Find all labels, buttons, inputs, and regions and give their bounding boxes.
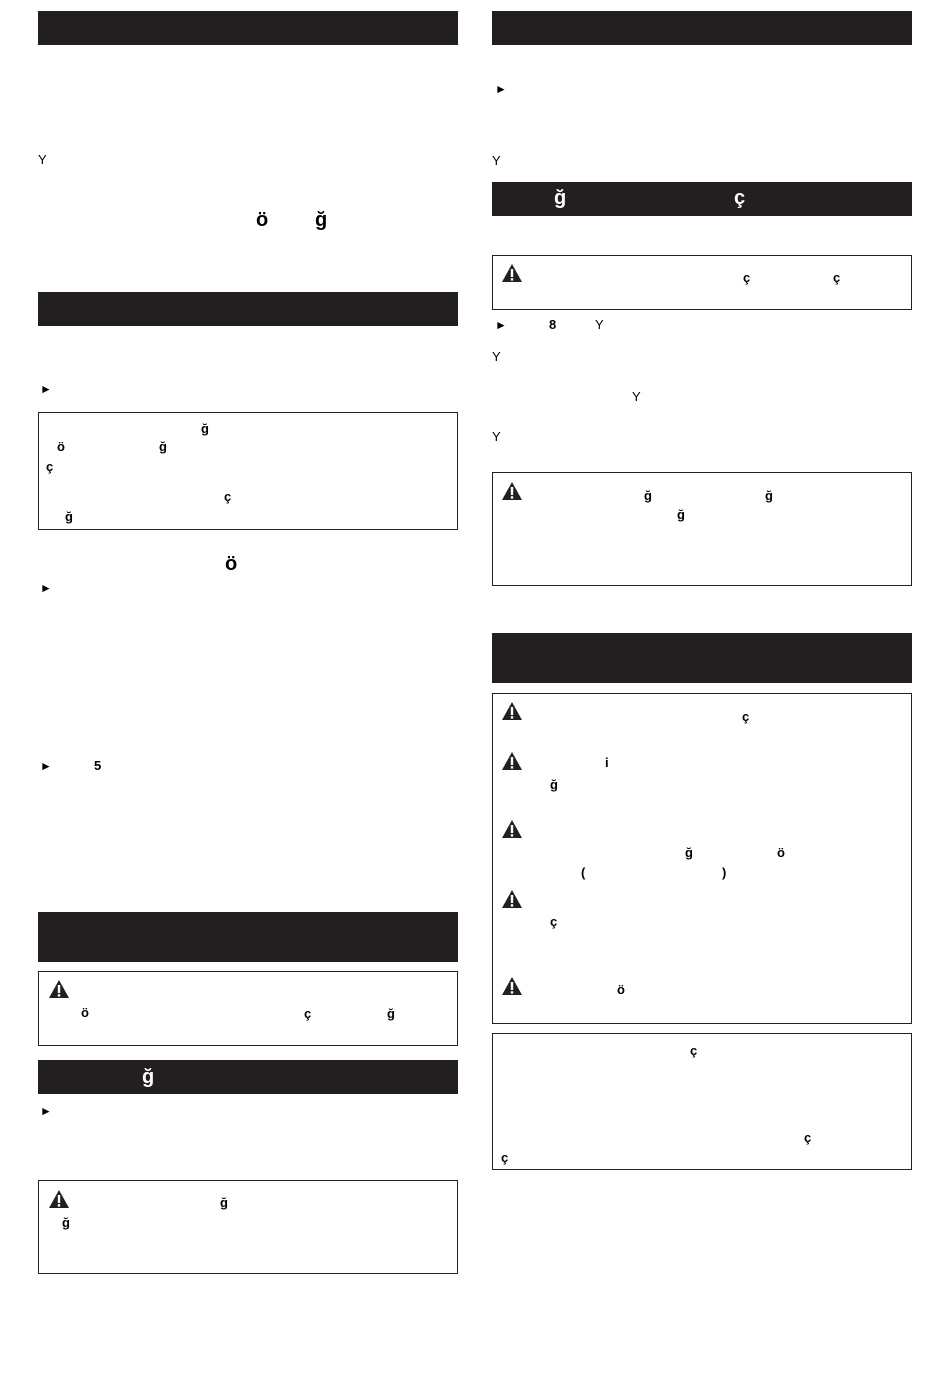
letter-y: Y [492, 349, 501, 364]
section-header-2 [38, 292, 458, 326]
step-arrow-icon: ► [495, 318, 507, 332]
letter-y: Y [492, 153, 501, 168]
warning-icon [501, 263, 523, 283]
warning-icon [501, 889, 523, 909]
subheading-char-o-2: ö [225, 553, 238, 575]
step-arrow-icon: ► [40, 581, 52, 595]
letter-y: Y [38, 152, 47, 167]
section-header-1 [38, 11, 458, 45]
warning-box-2: ğ ğ [38, 1180, 458, 1274]
section-header-r1 [492, 11, 912, 45]
warning-icon [501, 481, 523, 501]
section-header-r2: ğ ç [492, 182, 912, 216]
section-header-4: ğ [38, 1060, 458, 1094]
step-arrow-icon: ► [495, 82, 507, 96]
warning-box-r2: ğ ğ ğ [492, 472, 912, 586]
subheading-char-g: ğ [315, 209, 328, 231]
warning-icon [501, 819, 523, 839]
step-arrow-icon: ► [40, 1104, 52, 1118]
warning-icon [48, 979, 70, 999]
step-arrow-icon: ► [40, 759, 52, 773]
warning-icon [501, 976, 523, 996]
step-arrow-icon: ► [40, 382, 52, 396]
step-number: 8 [549, 317, 557, 332]
warning-icon [501, 701, 523, 721]
warning-box-r3: ç i ğ ğ ö ( ) ç ö [492, 693, 912, 1024]
warning-box-1: ö ç ğ [38, 971, 458, 1046]
warning-box-r1: ç ç [492, 255, 912, 310]
letter-y: Y [632, 389, 641, 404]
letter-y: Y [595, 317, 604, 332]
letter-y: Y [492, 429, 501, 444]
warning-icon [48, 1189, 70, 1209]
note-box-1: ğ ö ğ ç ç ğ [38, 412, 458, 530]
section-header-r3 [492, 633, 912, 683]
subheading-char-o: ö [256, 209, 269, 231]
note-box-r1: ç ç ç [492, 1033, 912, 1170]
warning-icon [501, 751, 523, 771]
section-header-3 [38, 912, 458, 962]
step-number: 5 [94, 758, 102, 773]
